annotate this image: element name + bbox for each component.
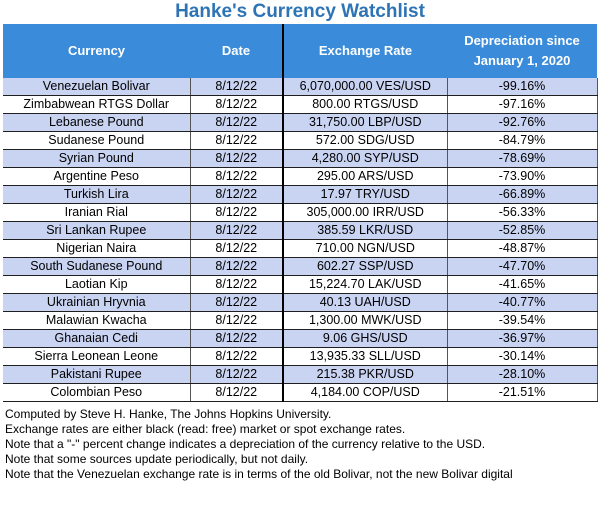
cell-depreciation: -73.90% <box>447 168 597 186</box>
cell-date: 8/12/22 <box>190 78 283 96</box>
cell-date: 8/12/22 <box>190 96 283 114</box>
cell-currency: Lebanese Pound <box>3 114 190 132</box>
footnote-line: Computed by Steve H. Hanke, The Johns Hopkins University. <box>5 407 332 421</box>
cell-depreciation: -48.87% <box>447 240 597 258</box>
cell-exchange-rate: 31,750.00 LBP/USD <box>283 114 447 132</box>
table-header-row <box>3 24 597 78</box>
cell-exchange-rate: 1,300.00 MWK/USD <box>283 312 447 330</box>
cell-currency: Iranian Rial <box>3 204 190 222</box>
footnote-line: Exchange rates are either black (read: free) market or spot exchange rates. <box>5 422 406 436</box>
cell-exchange-rate: 602.27 SSP/USD <box>283 258 447 276</box>
table-row <box>3 114 597 132</box>
footnote-line: Note that the Venezuelan exchange rate is in terms of the old Bolivar, not the new Bolivar digital <box>5 467 513 481</box>
cell-depreciation: -39.54% <box>447 312 597 330</box>
table-row <box>3 204 597 222</box>
column-header-currency: Currency <box>3 24 190 78</box>
cell-exchange-rate: 17.97 TRY/USD <box>283 186 447 204</box>
table-row <box>3 258 597 276</box>
column-header-exchange-rate: Exchange Rate <box>283 24 447 78</box>
cell-date: 8/12/22 <box>190 348 283 366</box>
cell-depreciation: -78.69% <box>447 150 597 168</box>
cell-depreciation: -99.16% <box>447 78 597 96</box>
cell-currency: Sri Lankan Rupee <box>3 222 190 240</box>
cell-date: 8/12/22 <box>190 276 283 294</box>
table-row <box>3 78 597 96</box>
cell-depreciation: -56.33% <box>447 204 597 222</box>
cell-exchange-rate: 6,070,000.00 VES/USD <box>283 78 447 96</box>
cell-depreciation: -28.10% <box>447 366 597 384</box>
table-row <box>3 294 597 312</box>
cell-date: 8/12/22 <box>190 222 283 240</box>
table-row <box>3 330 597 348</box>
cell-exchange-rate: 295.00 ARS/USD <box>283 168 447 186</box>
cell-depreciation: -92.76% <box>447 114 597 132</box>
cell-currency: Sierra Leonean Leone <box>3 348 190 366</box>
cell-depreciation: -41.65% <box>447 276 597 294</box>
cell-currency: Nigerian Naira <box>3 240 190 258</box>
cell-date: 8/12/22 <box>190 204 283 222</box>
cell-depreciation: -47.70% <box>447 258 597 276</box>
cell-date: 8/12/22 <box>190 240 283 258</box>
table-body <box>3 78 597 402</box>
page-title: Hanke's Currency Watchlist <box>175 1 425 22</box>
cell-exchange-rate: 215.38 PKR/USD <box>283 366 447 384</box>
cell-currency: Sudanese Pound <box>3 132 190 150</box>
cell-currency: Syrian Pound <box>3 150 190 168</box>
footnote-line: Note that some sources update periodically, but not daily. <box>5 452 309 466</box>
table-row <box>3 132 597 150</box>
column-header-date: Date <box>190 24 283 78</box>
footnote-line: Note that a "-" percent change indicates a depreciation of the currency relative to the USD. <box>5 437 486 451</box>
cell-date: 8/12/22 <box>190 294 283 312</box>
cell-currency: Colombian Peso <box>3 384 190 402</box>
cell-exchange-rate: 572.00 SDG/USD <box>283 132 447 150</box>
cell-currency: Malawian Kwacha <box>3 312 190 330</box>
cell-currency: Ghanaian Cedi <box>3 330 190 348</box>
table-row <box>3 150 597 168</box>
cell-date: 8/12/22 <box>190 330 283 348</box>
cell-currency: South Sudanese Pound <box>3 258 190 276</box>
cell-date: 8/12/22 <box>190 258 283 276</box>
cell-exchange-rate: 4,280.00 SYP/USD <box>283 150 447 168</box>
cell-currency: Ukrainian Hryvnia <box>3 294 190 312</box>
table-row <box>3 186 597 204</box>
cell-depreciation: -84.79% <box>447 132 597 150</box>
cell-date: 8/12/22 <box>190 168 283 186</box>
cell-date: 8/12/22 <box>190 366 283 384</box>
table-row <box>3 366 597 384</box>
cell-exchange-rate: 710.00 NGN/USD <box>283 240 447 258</box>
cell-depreciation: -97.16% <box>447 96 597 114</box>
cell-date: 8/12/22 <box>190 114 283 132</box>
cell-depreciation: -66.89% <box>447 186 597 204</box>
currency-table <box>3 24 598 402</box>
footnotes <box>5 407 513 482</box>
cell-currency: Venezuelan Bolivar <box>3 78 190 96</box>
cell-exchange-rate: 13,935.33 SLL/USD <box>283 348 447 366</box>
cell-exchange-rate: 305,000.00 IRR/USD <box>283 204 447 222</box>
cell-currency: Turkish Lira <box>3 186 190 204</box>
cell-depreciation: -21.51% <box>447 384 597 402</box>
cell-depreciation: -36.97% <box>447 330 597 348</box>
table-row <box>3 276 597 294</box>
cell-depreciation: -40.77% <box>447 294 597 312</box>
table-row <box>3 168 597 186</box>
cell-currency: Zimbabwean RTGS Dollar <box>3 96 190 114</box>
cell-exchange-rate: 40.13 UAH/USD <box>283 294 447 312</box>
table-row <box>3 348 597 366</box>
cell-currency: Pakistani Rupee <box>3 366 190 384</box>
cell-exchange-rate: 4,184.00 COP/USD <box>283 384 447 402</box>
table-row <box>3 96 597 114</box>
cell-exchange-rate: 9.06 GHS/USD <box>283 330 447 348</box>
cell-depreciation: -30.14% <box>447 348 597 366</box>
cell-date: 8/12/22 <box>190 186 283 204</box>
table-row <box>3 384 597 402</box>
cell-date: 8/12/22 <box>190 384 283 402</box>
table-row <box>3 222 597 240</box>
cell-exchange-rate: 385.59 LKR/USD <box>283 222 447 240</box>
cell-depreciation: -52.85% <box>447 222 597 240</box>
column-header-depreciation: Depreciation since January 1, 2020 <box>447 24 597 78</box>
cell-date: 8/12/22 <box>190 312 283 330</box>
table-row <box>3 312 597 330</box>
cell-exchange-rate: 15,224.70 LAK/USD <box>283 276 447 294</box>
cell-exchange-rate: 800.00 RTGS/USD <box>283 96 447 114</box>
cell-date: 8/12/22 <box>190 132 283 150</box>
cell-currency: Argentine Peso <box>3 168 190 186</box>
cell-date: 8/12/22 <box>190 150 283 168</box>
cell-currency: Laotian Kip <box>3 276 190 294</box>
table-row <box>3 240 597 258</box>
